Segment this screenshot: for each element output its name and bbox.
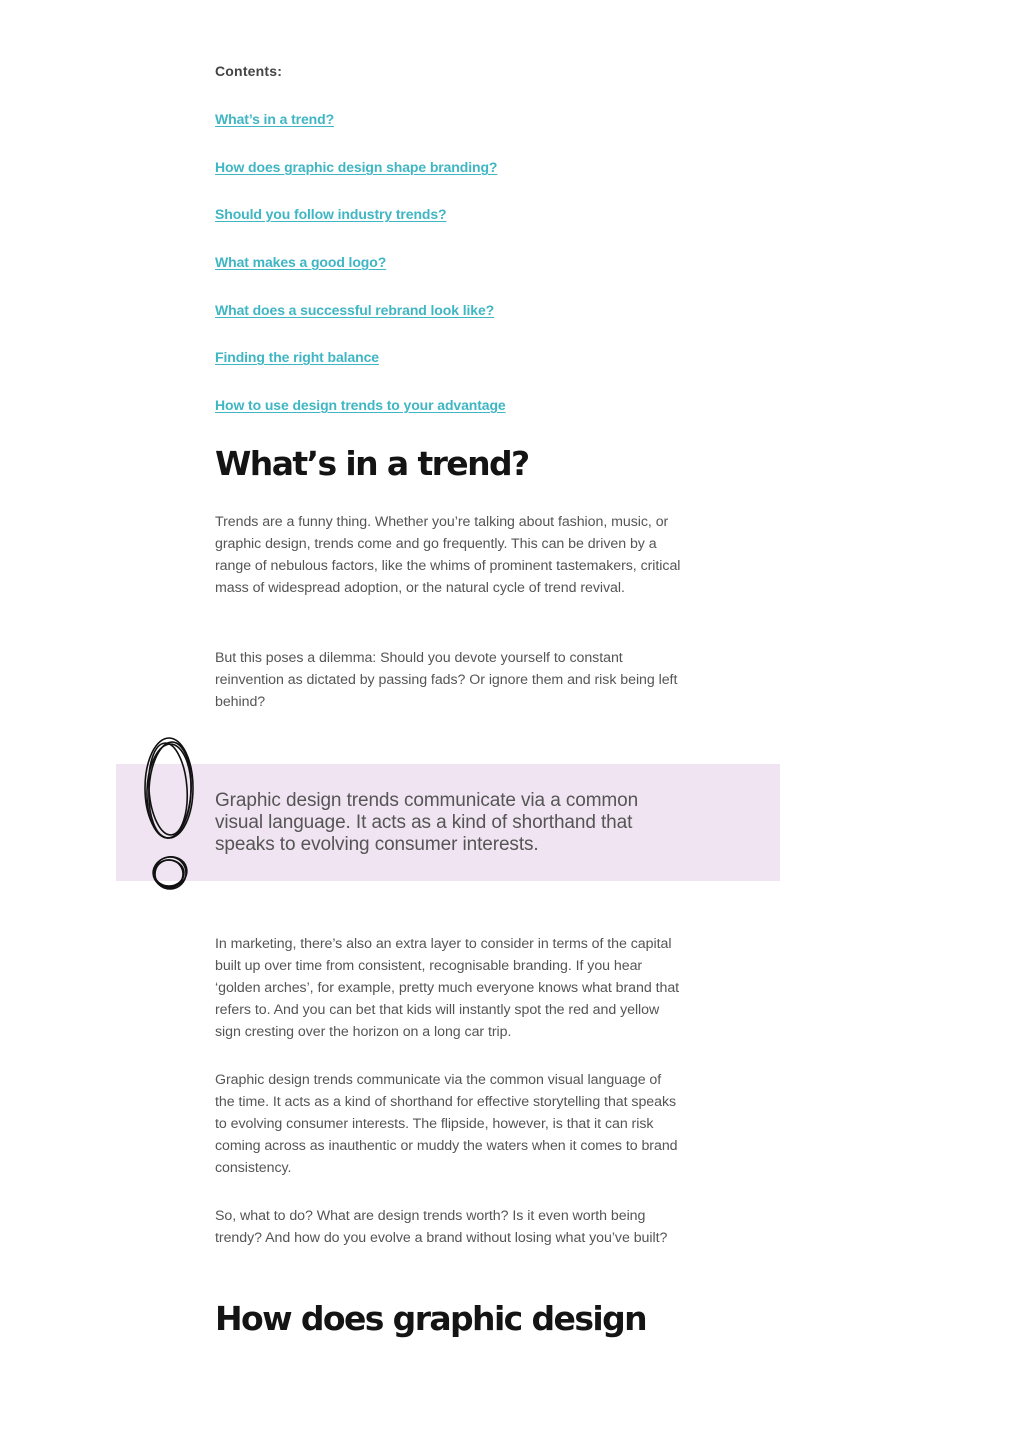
toc-link-whats-in-a-trend[interactable]: What’s in a trend? [215,111,335,127]
contents-label: Contents: [215,63,283,79]
paragraph: So, what to do? What are design trends worth? Is it even worth being trendy? And how do you evolve a brand without losing what you’ve built? [215,1208,668,1246]
exclamation-mark-scribble-icon [138,734,202,896]
section-heading-graphic-design-branding: How does graphic design [215,1299,646,1338]
toc-link-successful-rebrand[interactable]: What does a successful rebrand look like? [215,302,495,318]
paragraph: Graphic design trends communicate via the common visual language of the time. It acts as a kind of shorthand for effective storytelling that speaks to evolving consumer interests. The flipside, however, is that it can risk coming across as inauthentic or muddy the waters when it comes to brand consistency. [215,1072,678,1176]
toc-link-right-balance[interactable]: Finding the right balance [215,349,379,365]
toc-link-use-design-trends[interactable]: How to use design trends to your advantage [215,397,506,413]
pull-quote-text: Graphic design trends communicate via a common visual language. It acts as a kind of shorthand that speaks to evolving consumer interests. [215,790,639,855]
paragraph: But this poses a dilemma: Should you devote yourself to constant reinvention as dictated by passing fads? Or ignore them and risk being left behind? [215,650,678,710]
toc-link-graphic-design-branding[interactable]: How does graphic design shape branding? [215,159,498,175]
paragraph: In marketing, there’s also an extra layer to consider in terms of the capital built up over time from consistent, recognisable branding. If you hear ‘golden arches’, for example, pretty much everyone knows what brand that refers to. And you can bet that kids will instantly spot the red and yellow sign cresting over the horizon on a long car trip. [215,936,680,1040]
section-heading-whats-in-a-trend: What’s in a trend? [215,444,529,483]
toc-link-follow-industry-trends[interactable]: Should you follow industry trends? [215,206,447,222]
paragraph: Trends are a funny thing. Whether you’re talking about fashion, music, or graphic design, trends come and go frequently. This can be driven by a range of nebulous factors, like the whims of prominent tastemakers, critical mass of widespread adoption, or the natural cycle of trend revival. [215,514,681,596]
toc-link-good-logo[interactable]: What makes a good logo? [215,254,387,270]
